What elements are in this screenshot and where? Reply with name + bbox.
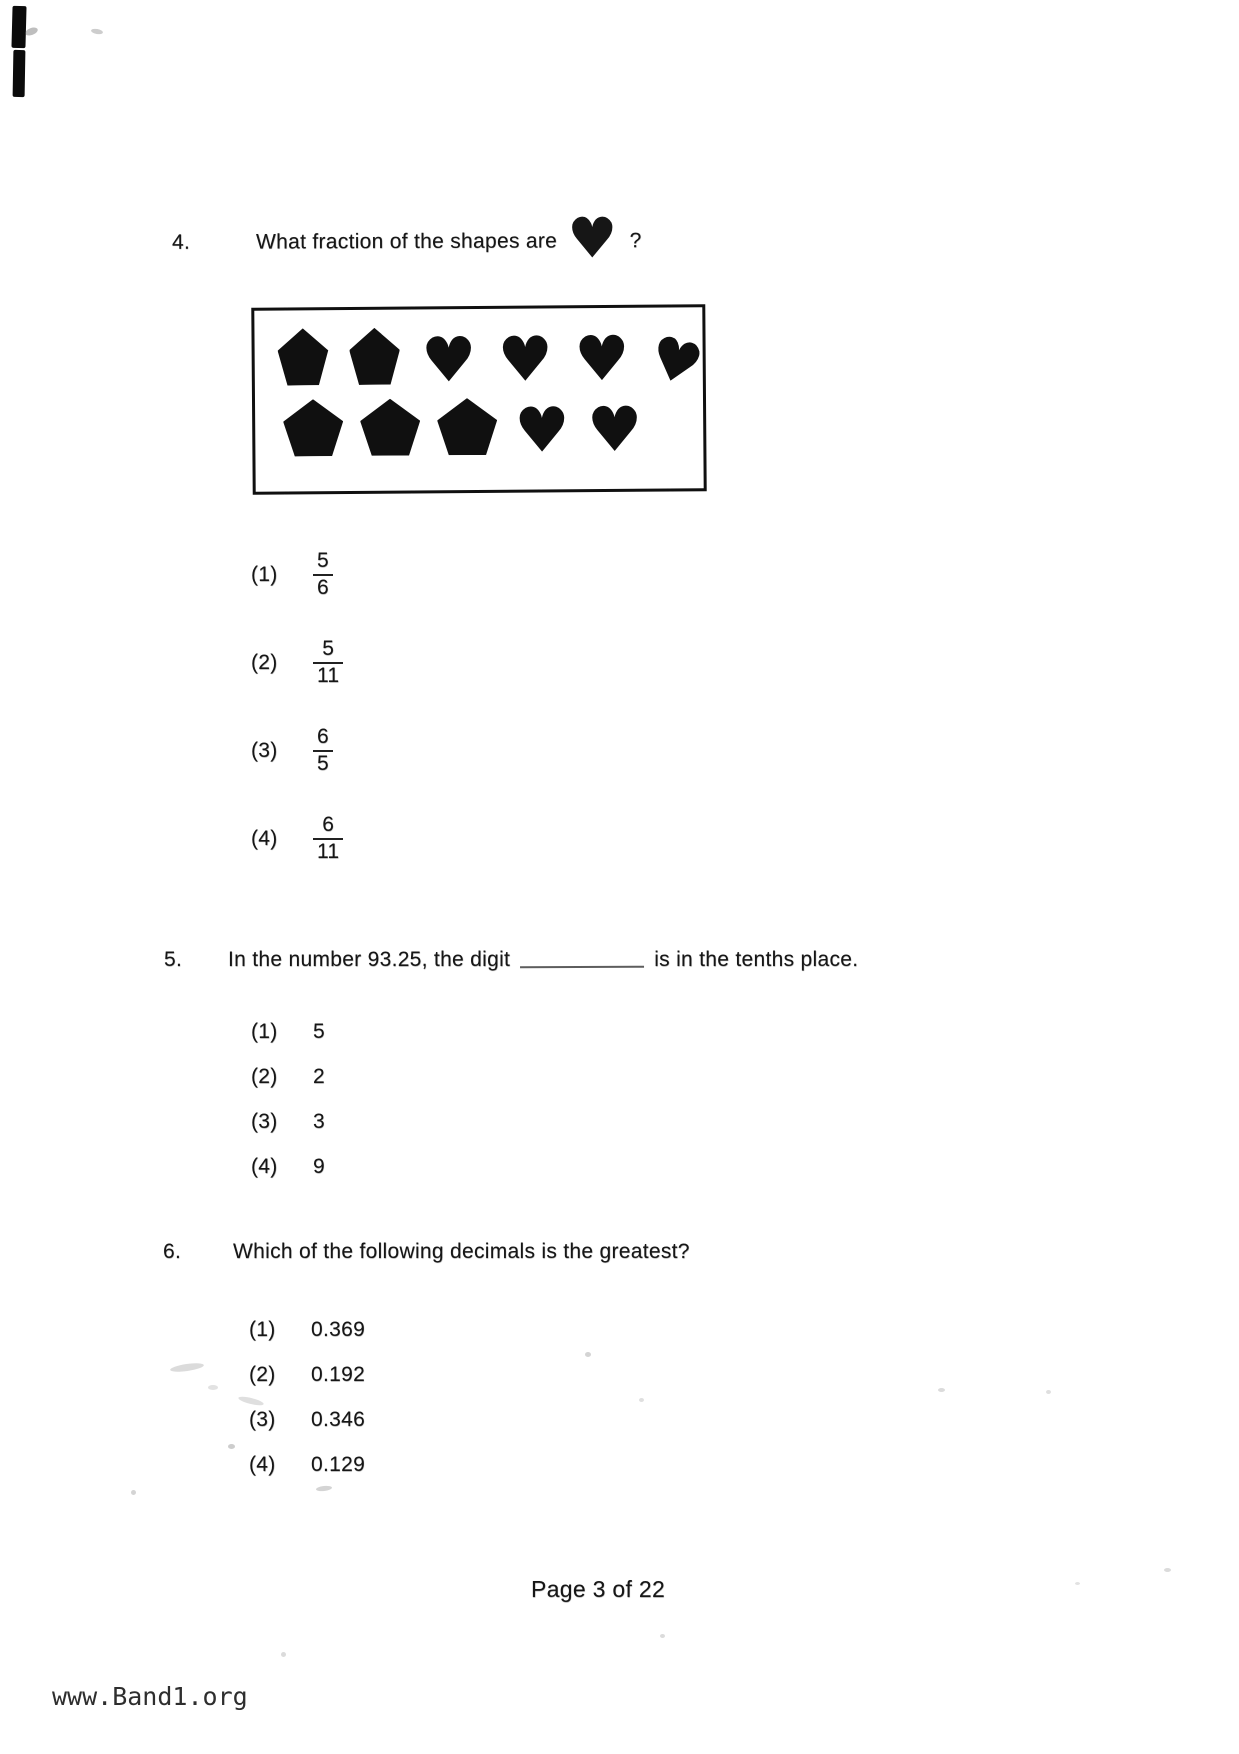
option-value: 5 xyxy=(313,1020,325,1043)
scan-speck xyxy=(660,1634,665,1638)
question-6-title xyxy=(163,1240,690,1264)
question-text: In the number 93.25, the digit xyxy=(228,948,511,971)
scan-speck xyxy=(1075,1582,1080,1585)
scan-artifact-bar xyxy=(11,6,26,48)
heart-shape: ♥ xyxy=(513,393,571,467)
option-label: (3) xyxy=(249,1408,276,1431)
question-6-options xyxy=(249,1317,365,1478)
question-number: 5. xyxy=(164,948,183,971)
scan-speck xyxy=(316,1485,332,1492)
page-indicator: Page 3 of 22 xyxy=(531,1576,666,1602)
answer-option xyxy=(251,1154,325,1180)
scan-speck xyxy=(208,1385,218,1390)
pentagon-shape xyxy=(360,398,420,455)
answer-option xyxy=(251,1019,325,1045)
question-number: 6. xyxy=(163,1240,182,1263)
option-label: (1) xyxy=(251,1020,278,1043)
answer-option xyxy=(249,1407,365,1433)
fraction-value: $\frac{6}{11}$ xyxy=(313,813,343,863)
option-label: (1) xyxy=(249,1318,276,1341)
fraction-value: $\frac{5}{6}$ xyxy=(313,549,333,599)
fraction-value: $\frac{6}{5}$ xyxy=(313,725,333,775)
question-text-suffix: ? xyxy=(629,229,642,253)
option-value: 2 xyxy=(313,1065,325,1088)
answer-option xyxy=(251,810,343,867)
option-label: (2) xyxy=(251,650,278,674)
option-value: 3 xyxy=(313,1110,325,1133)
scan-speck xyxy=(281,1652,286,1657)
scan-speck xyxy=(1164,1568,1171,1572)
option-value: 0.192 xyxy=(311,1363,366,1386)
answer-option xyxy=(251,722,343,779)
heart-shape: ♥ xyxy=(420,323,477,397)
answer-option xyxy=(249,1362,365,1388)
question-4-options xyxy=(251,546,343,867)
answer-option xyxy=(251,1109,325,1135)
question-text-suffix: is in the tenths place. xyxy=(654,948,859,971)
option-value: 0.369 xyxy=(311,1318,366,1341)
option-label: (4) xyxy=(251,1155,278,1178)
option-label: (4) xyxy=(249,1453,276,1476)
option-value: 0.346 xyxy=(311,1408,366,1431)
answer-option xyxy=(251,546,343,603)
option-label: (2) xyxy=(249,1363,276,1386)
heart-shape: ♥ xyxy=(573,321,630,396)
option-label: (1) xyxy=(251,562,278,586)
pentagon-shape xyxy=(283,399,343,456)
shape-row xyxy=(283,392,703,467)
answer-option xyxy=(249,1452,365,1478)
pentagon-shape xyxy=(349,328,400,385)
scan-speck xyxy=(228,1444,235,1449)
scan-speck xyxy=(938,1388,945,1392)
answer-option xyxy=(251,1064,325,1090)
option-label: (4) xyxy=(251,826,278,850)
heart-shape: ♥ xyxy=(641,321,711,402)
scan-speck xyxy=(585,1352,591,1357)
scan-speck xyxy=(131,1490,136,1495)
question-text: What fraction of the shapes are xyxy=(255,229,558,254)
answer-option xyxy=(251,634,343,691)
scan-speck xyxy=(91,28,104,35)
option-value: 0.129 xyxy=(311,1453,366,1476)
heart-shape: ♥ xyxy=(586,392,643,467)
shapes-box xyxy=(251,304,711,495)
option-label: (2) xyxy=(251,1065,278,1088)
question-text: Which of the following decimals is the greatest? xyxy=(233,1240,690,1263)
scan-speck xyxy=(1046,1390,1051,1394)
scan-speck xyxy=(24,26,39,37)
option-label: (3) xyxy=(251,1110,278,1133)
scan-speck xyxy=(170,1362,205,1374)
option-label: (3) xyxy=(251,738,278,762)
scan-speck xyxy=(639,1398,644,1402)
option-value: 9 xyxy=(313,1155,325,1178)
heart-shape: ♥ xyxy=(497,322,554,396)
question-number: 4. xyxy=(171,230,191,254)
site-watermark: www.Band1.org xyxy=(52,1682,248,1711)
answer-blank xyxy=(520,952,644,969)
question-5-options xyxy=(251,1019,325,1180)
shape-row xyxy=(277,321,711,402)
answer-option xyxy=(249,1317,365,1343)
question-4-title xyxy=(171,206,642,272)
scan-artifact-bar xyxy=(13,50,26,97)
pentagon-shape xyxy=(437,398,497,455)
pentagon-shape xyxy=(277,328,328,385)
fraction-value: $\frac{5}{11}$ xyxy=(313,637,343,687)
question-5-title xyxy=(164,948,858,972)
